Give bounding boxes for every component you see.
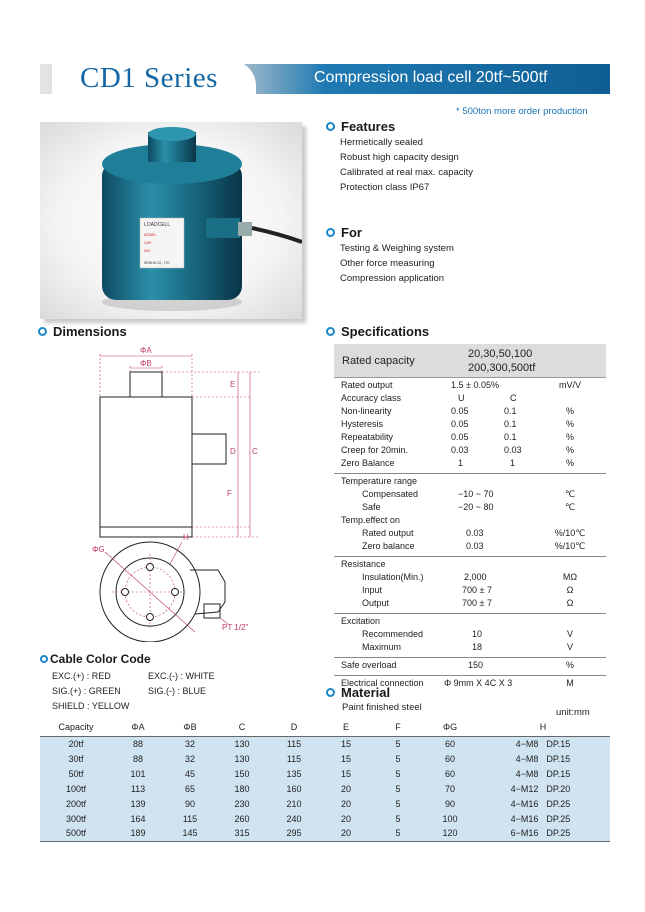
material-heading — [326, 685, 390, 700]
spec-name: Safe — [362, 502, 381, 512]
spec-value: 1 — [458, 458, 464, 468]
spec-name: Non-linearity — [341, 406, 392, 416]
spec-name: Zero Balance — [341, 458, 395, 468]
table-row — [40, 811, 610, 826]
table-cell: 120 — [424, 826, 476, 841]
rated-capacity-label: Rated capacity — [342, 355, 415, 367]
spec-row — [334, 541, 606, 554]
spec-name: Rated output — [341, 380, 393, 390]
spec-value: 0.1 — [504, 406, 517, 416]
spec-row — [334, 598, 606, 611]
table-cell: 5 — [372, 811, 424, 826]
table-cell: 5 — [372, 751, 424, 766]
bullet-icon — [326, 122, 335, 131]
spec-row — [334, 445, 606, 458]
specifications-title: Specifications — [341, 324, 430, 339]
list-item: Testing & Weighing system — [340, 243, 454, 254]
table-cell: 101 — [112, 766, 164, 781]
spec-row — [334, 572, 606, 585]
spec-name: Repeatability — [341, 432, 394, 442]
table-cell: 90 — [424, 796, 476, 811]
spec-value: −10 ~ 70 — [458, 489, 494, 499]
table-cell: 160 — [268, 781, 320, 796]
spec-value: 0.03 — [451, 445, 469, 455]
table-cell: 4−M12 — [476, 781, 538, 796]
spec-row — [334, 642, 606, 655]
spec-row — [334, 629, 606, 642]
table-cell: 20tf — [40, 736, 112, 751]
spec-group-performance — [334, 378, 606, 474]
spec-name: Resistance — [341, 559, 386, 569]
spec-unit: % — [565, 419, 574, 429]
table-cell: 145 — [164, 826, 216, 841]
spec-name: Input — [362, 585, 383, 595]
table-cell: 90 — [164, 796, 216, 811]
label-brand: LOADCELL — [144, 222, 171, 228]
table-header: Capacity — [40, 718, 112, 736]
table-cell: 50tf — [40, 766, 112, 781]
spec-row — [334, 616, 606, 629]
table-cell: 115 — [268, 736, 320, 751]
spec-row — [334, 515, 606, 528]
spec-name: Electrical connection — [341, 678, 424, 688]
spec-value: 1.5 ± 0.05% — [451, 380, 499, 390]
spec-row — [334, 585, 606, 598]
dim-label-h: H — [183, 533, 189, 542]
bullet-icon — [326, 688, 335, 697]
spec-row — [334, 502, 606, 515]
table-cell: 6−M16 — [476, 826, 538, 841]
table-cell: 135 — [268, 766, 320, 781]
spec-unit: % — [565, 406, 574, 416]
rated-capacity-line1: 20,30,50,100 — [468, 348, 533, 360]
table-cell: 32 — [164, 751, 216, 766]
table-row — [40, 766, 610, 781]
spec-unit: % — [565, 660, 574, 670]
table-cell: 88 — [112, 736, 164, 751]
spec-unit: mV/V — [558, 380, 581, 390]
specifications-heading — [326, 324, 429, 339]
table-cell: 115 — [268, 751, 320, 766]
spec-name: Excitation — [341, 616, 381, 626]
table-cell: 5 — [372, 736, 424, 751]
label-footer: SEWHA CO., LTD — [144, 261, 170, 265]
bullet-icon — [38, 327, 47, 336]
for-heading — [326, 225, 362, 240]
spec-unit: Ω — [566, 598, 574, 608]
table-cell: DP.20 — [538, 781, 610, 796]
table-cell: 15 — [320, 736, 372, 751]
dim-label-e: E — [230, 380, 236, 389]
table-cell: 88 — [112, 751, 164, 766]
product-subtitle: Compression load cell 20tf~500tf — [314, 69, 548, 86]
spec-value: 700 ± 7 — [462, 585, 492, 595]
table-cell: 5 — [372, 796, 424, 811]
table-cell: DP.25 — [538, 796, 610, 811]
spec-name: Output — [362, 598, 390, 608]
table-cell: 180 — [216, 781, 268, 796]
spec-unit: V — [566, 629, 573, 639]
spec-name: Insulation(Min.) — [362, 572, 424, 582]
spec-unit: V — [566, 642, 573, 652]
spec-value: 0.05 — [451, 419, 469, 429]
table-cell: 20 — [320, 826, 372, 841]
table-header: F — [372, 718, 424, 736]
spec-unit: % — [565, 432, 574, 442]
spec-value: U — [458, 393, 465, 403]
list-item: Hermetically sealed — [340, 137, 423, 148]
spec-name: Accuracy class — [341, 393, 402, 403]
table-cell: 164 — [112, 811, 164, 826]
table-cell: 60 — [424, 736, 476, 751]
table-cell: 65 — [164, 781, 216, 796]
spec-value: 0.03 — [466, 528, 484, 538]
spec-name: Rated output — [362, 528, 414, 538]
specifications-table — [334, 344, 606, 691]
spec-value: 18 — [472, 642, 483, 652]
spec-unit: %/10℃ — [554, 528, 586, 538]
spec-name: Zero balance — [362, 541, 415, 551]
bullet-icon — [40, 655, 48, 663]
spec-value: −20 ~ 80 — [458, 502, 494, 512]
spec-row — [334, 432, 606, 445]
table-cell: 5 — [372, 766, 424, 781]
table-cell: 15 — [320, 766, 372, 781]
bullet-icon — [326, 327, 335, 336]
table-cell: 100 — [424, 811, 476, 826]
list-item: Other force measuring — [340, 258, 435, 269]
list-item: Compression application — [340, 273, 445, 284]
spec-row — [334, 458, 606, 471]
table-cell: 5 — [372, 826, 424, 841]
dim-label-b: ΦB — [140, 359, 152, 368]
table-row — [40, 796, 610, 811]
table-cell: 32 — [164, 736, 216, 751]
table-cell: 20 — [320, 781, 372, 796]
spec-row — [334, 489, 606, 502]
spec-value: 0.03 — [504, 445, 522, 455]
dim-label-f: F — [227, 489, 232, 498]
dimensions-heading — [38, 324, 127, 339]
spec-unit: M — [566, 678, 574, 688]
for-list — [340, 241, 454, 286]
table-cell: DP.15 — [538, 751, 610, 766]
dim-label-d: D — [230, 447, 236, 456]
table-header: E — [320, 718, 372, 736]
dim-label-c: C — [252, 447, 258, 456]
rated-capacity-line2: 200,300,500tf — [468, 362, 536, 374]
cable-item: SIG.(+) : GREEN — [52, 686, 121, 696]
spec-row — [334, 660, 606, 673]
features-heading — [326, 119, 395, 134]
table-cell: 20 — [320, 796, 372, 811]
spec-name: Recommended — [362, 629, 424, 639]
for-title: For — [341, 225, 362, 240]
spec-name: Temp.effect on — [341, 515, 400, 525]
product-photo — [40, 122, 302, 319]
table-cell: 4−M8 — [476, 751, 538, 766]
table-cell: 210 — [268, 796, 320, 811]
table-cell: 200tf — [40, 796, 112, 811]
spec-value: 150 — [468, 660, 484, 670]
spec-value: 10 — [472, 629, 483, 639]
dimension-drawing — [70, 342, 300, 642]
table-cell: 295 — [268, 826, 320, 841]
spec-value: 0.1 — [504, 419, 517, 429]
spec-name: Compensated — [362, 489, 419, 499]
table-row — [40, 751, 610, 766]
table-row — [40, 826, 610, 841]
table-cell: 240 — [268, 811, 320, 826]
material-title: Material — [341, 685, 391, 700]
spec-name: Temperature range — [341, 476, 418, 486]
rated-capacity-row — [334, 344, 606, 378]
features-title: Features — [341, 119, 396, 134]
spec-unit: ℃ — [564, 489, 576, 499]
table-cell: 150 — [216, 766, 268, 781]
spec-group-resistance — [334, 557, 606, 614]
spec-group-overload — [334, 658, 606, 676]
label-row-sn: S/N — [144, 249, 150, 253]
order-note: * 500ton more order production — [456, 106, 588, 117]
bullet-icon — [326, 228, 335, 237]
table-cell: 315 — [216, 826, 268, 841]
spec-name: Safe overload — [341, 660, 397, 670]
table-cell: 260 — [216, 811, 268, 826]
table-header: ΦA — [112, 718, 164, 736]
table-cell: 4−M8 — [476, 736, 538, 751]
spec-value: 0.05 — [451, 432, 469, 442]
spec-value: 700 ± 7 — [462, 598, 492, 608]
table-cell: DP.15 — [538, 766, 610, 781]
table-cell: 189 — [112, 826, 164, 841]
spec-group-temperature — [334, 474, 606, 557]
spec-name: Hysteresis — [341, 419, 384, 429]
spec-value: 0.1 — [504, 432, 517, 442]
spec-unit: ℃ — [564, 502, 576, 512]
table-cell: 300tf — [40, 811, 112, 826]
dim-label-g: ΦG — [92, 545, 105, 554]
series-title: CD1 Series — [80, 62, 218, 94]
cable-heading — [40, 652, 151, 666]
spec-value: 2,000 — [464, 572, 487, 582]
dim-label-pt: PT 1/2" — [222, 623, 249, 632]
table-cell: 115 — [164, 811, 216, 826]
spec-row — [334, 476, 606, 489]
table-cell: DP.25 — [538, 826, 610, 841]
spec-unit: % — [565, 445, 574, 455]
table-cell: DP.25 — [538, 811, 610, 826]
cable-item: SHIELD : YELLOW — [52, 701, 130, 711]
cable-title: Cable Color Code — [50, 652, 151, 666]
spec-value: Φ 9mm X 4C X 3 — [444, 678, 513, 688]
list-item: Protection class IP67 — [340, 182, 430, 193]
spec-value: 0.05 — [451, 406, 469, 416]
load-cell-illustration — [40, 122, 302, 319]
table-cell: 130 — [216, 751, 268, 766]
table-header: ΦB — [164, 718, 216, 736]
cable-item: SIG.(-) : BLUE — [148, 686, 207, 696]
spec-value: 0.03 — [466, 541, 484, 551]
spec-name: Maximum — [362, 642, 402, 652]
dim-label-a: ΦA — [140, 346, 152, 355]
spec-row — [334, 380, 606, 393]
material-text: Paint finished steel — [342, 702, 422, 713]
spec-row — [334, 406, 606, 419]
dimensions-title: Dimensions — [53, 324, 127, 339]
list-item: Calibrated at real max. capacity — [340, 167, 474, 178]
spec-unit: Ω — [566, 585, 574, 595]
dimension-table — [40, 718, 610, 842]
unit-note: unit:mm — [556, 707, 590, 718]
spec-name: Creep for 20min. — [341, 445, 409, 455]
table-cell: 113 — [112, 781, 164, 796]
list-item: Robust high capacity design — [340, 152, 459, 163]
spec-row — [334, 528, 606, 541]
features-list — [340, 135, 473, 195]
table-cell: 20 — [320, 811, 372, 826]
table-cell: DP.15 — [538, 736, 610, 751]
spec-value: C — [510, 393, 517, 403]
table-cell: 100tf — [40, 781, 112, 796]
table-cell: 15 — [320, 751, 372, 766]
table-cell: 30tf — [40, 751, 112, 766]
table-cell: 5 — [372, 781, 424, 796]
table-header: D — [268, 718, 320, 736]
spec-unit: MΩ — [562, 572, 578, 582]
table-row — [40, 736, 610, 751]
table-row — [40, 781, 610, 796]
table-cell: 500tf — [40, 826, 112, 841]
table-header: ΦG — [424, 718, 476, 736]
table-cell: 60 — [424, 751, 476, 766]
table-header: C — [216, 718, 268, 736]
table-cell: 70 — [424, 781, 476, 796]
spec-group-excitation — [334, 614, 606, 658]
table-header: H — [476, 718, 610, 736]
spec-row — [334, 559, 606, 572]
spec-row — [334, 393, 606, 406]
spec-value: 1 — [510, 458, 516, 468]
table-cell: 130 — [216, 736, 268, 751]
label-row-model: MODEL — [144, 233, 157, 237]
spec-row — [334, 419, 606, 432]
table-cell: 60 — [424, 766, 476, 781]
label-row-cap: CAP. — [144, 241, 152, 245]
table-cell: 4−M16 — [476, 811, 538, 826]
table-cell: 4−M16 — [476, 796, 538, 811]
table-cell: 139 — [112, 796, 164, 811]
table-header-row — [40, 718, 610, 736]
table-cell: 45 — [164, 766, 216, 781]
spec-unit: %/10℃ — [554, 541, 586, 551]
table-cell: 230 — [216, 796, 268, 811]
table-cell: 4−M8 — [476, 766, 538, 781]
spec-unit: % — [565, 458, 574, 468]
cable-item: EXC.(+) : RED — [52, 671, 111, 681]
cable-item: EXC.(-) : WHITE — [148, 671, 215, 681]
